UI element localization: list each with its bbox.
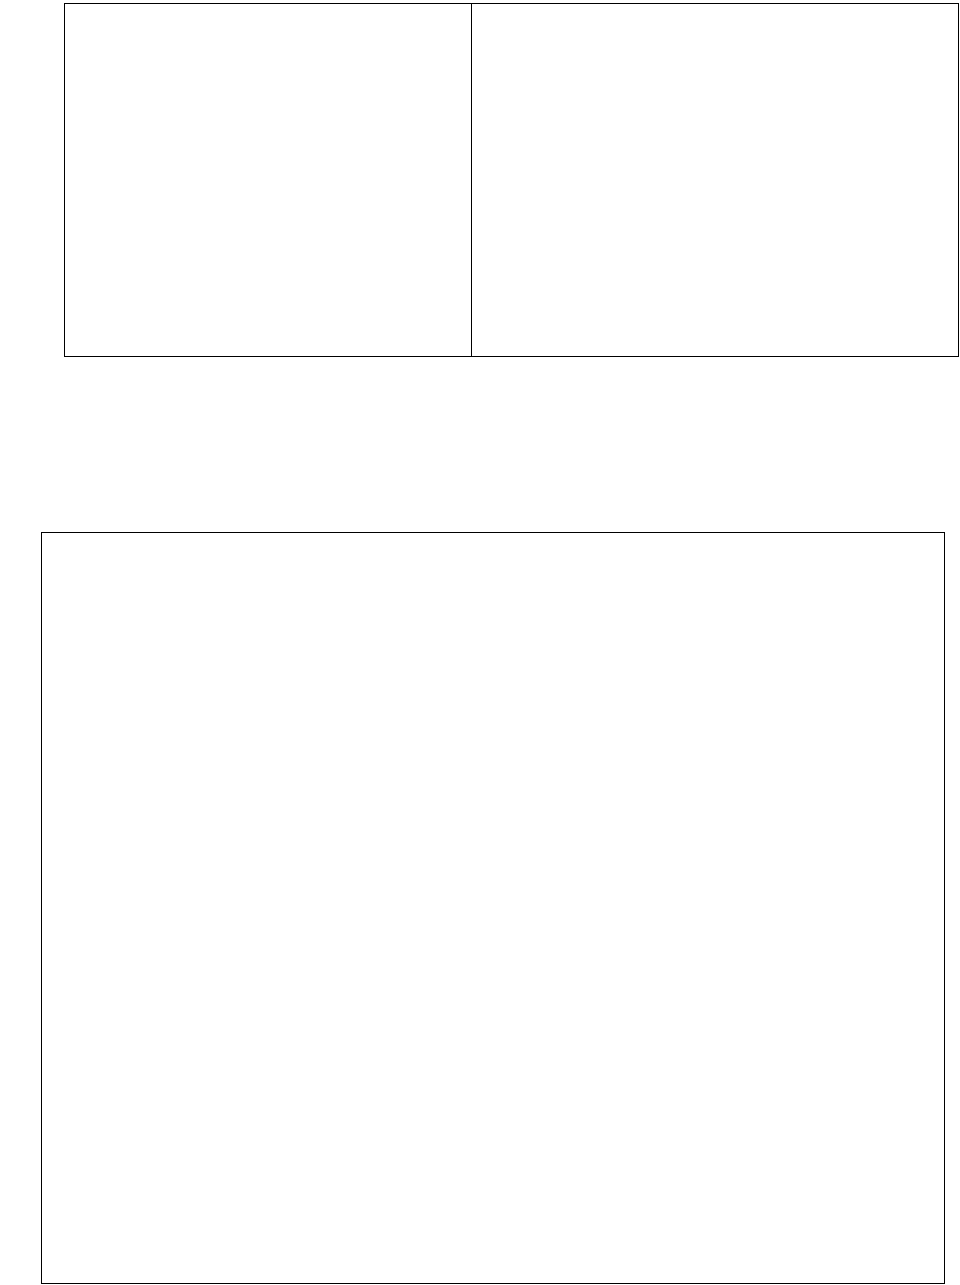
table-divider [471,3,472,357]
office-info-table [64,3,959,357]
officials-table [41,532,945,1284]
